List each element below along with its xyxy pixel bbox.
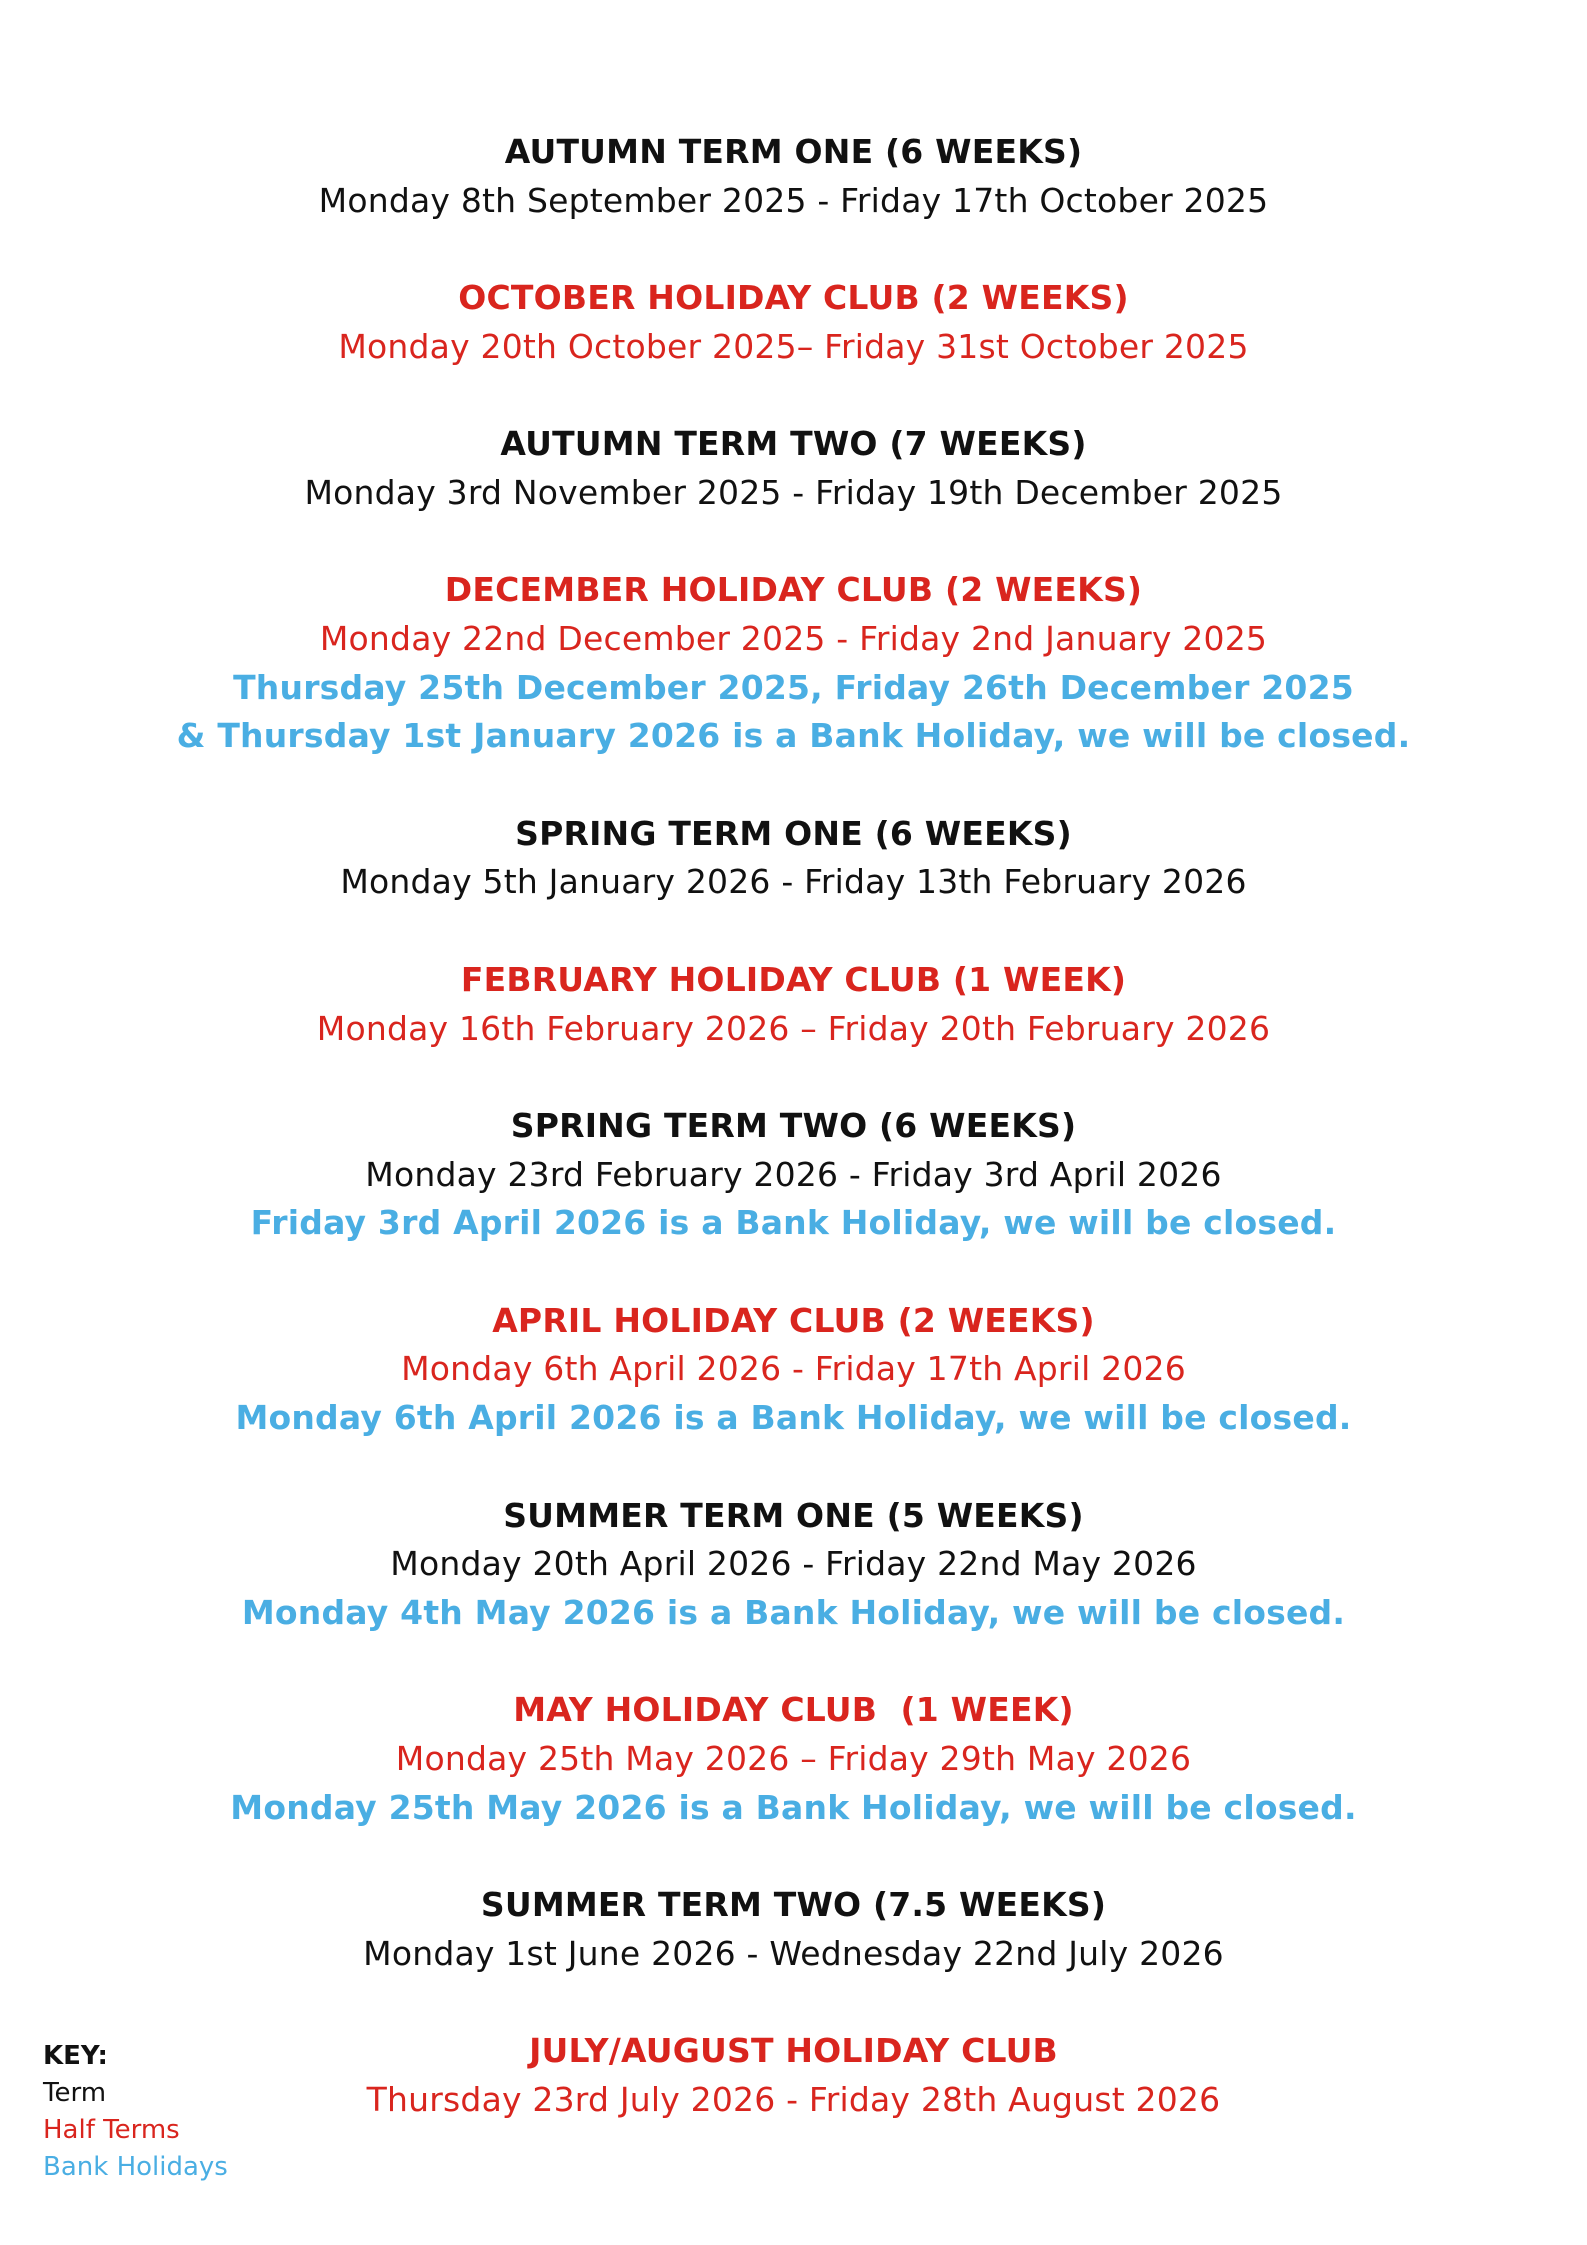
section-dates: Thursday 23rd July 2026 - Friday 28th August 2026 bbox=[366, 2079, 1221, 2119]
bank-holiday-note: Monday 25th May 2026 is a Bank Holiday, we will be closed. bbox=[230, 1787, 1357, 1827]
section-title: MAY HOLIDAY CLUB (1 WEEK) bbox=[513, 1690, 1074, 1730]
section-dates: Monday 20th October 2025– Friday 31st October 2025 bbox=[338, 326, 1249, 366]
schedule-section bbox=[0, 1881, 1587, 1978]
schedule-section bbox=[0, 274, 1587, 371]
schedule-section bbox=[0, 956, 1587, 1053]
section-title: AUTUMN TERM TWO (7 WEEKS) bbox=[500, 424, 1087, 464]
bank-holiday-note: Thursday 25th December 2025, Friday 26th December 2025 bbox=[233, 667, 1354, 707]
section-title: JULY/AUGUST HOLIDAY CLUB bbox=[529, 2031, 1058, 2071]
schedule-section bbox=[0, 810, 1587, 907]
section-dates: Monday 8th September 2025 - Friday 17th October 2025 bbox=[318, 180, 1269, 220]
section-dates: Monday 5th January 2026 - Friday 13th February 2026 bbox=[340, 862, 1247, 902]
section-dates: Monday 1st June 2026 - Wednesday 22nd July 2026 bbox=[363, 1933, 1224, 1973]
schedule-section bbox=[0, 566, 1587, 761]
key-bank-holidays: Bank Holidays bbox=[43, 2152, 228, 2182]
bank-holiday-note: & Thursday 1st January 2026 is a Bank Holiday, we will be closed. bbox=[176, 716, 1411, 756]
schedule-section bbox=[0, 2027, 1587, 2124]
section-dates: Monday 20th April 2026 - Friday 22nd May 2026 bbox=[390, 1544, 1197, 1584]
bank-holiday-note: Monday 6th April 2026 is a Bank Holiday, we will be closed. bbox=[235, 1398, 1352, 1438]
section-title: SPRING TERM ONE (6 WEEKS) bbox=[515, 813, 1072, 853]
section-dates: Monday 25th May 2026 – Friday 29th May 2026 bbox=[395, 1739, 1192, 1779]
bank-holiday-note: Monday 4th May 2026 is a Bank Holiday, we will be closed. bbox=[241, 1592, 1346, 1632]
section-title: OCTOBER HOLIDAY CLUB (2 WEEKS) bbox=[458, 278, 1129, 318]
schedule-section bbox=[0, 420, 1587, 517]
section-dates: Monday 16th February 2026 – Friday 20th February 2026 bbox=[316, 1008, 1271, 1048]
section-title: AUTUMN TERM ONE (6 WEEKS) bbox=[504, 132, 1083, 171]
section-dates: Monday 22nd December 2025 - Friday 2nd January 2025 bbox=[319, 618, 1268, 658]
section-dates: Monday 23rd February 2026 - Friday 3rd April 2026 bbox=[365, 1154, 1222, 1194]
section-title: SUMMER TERM TWO (7.5 WEEKS) bbox=[480, 1885, 1107, 1925]
section-dates: Monday 3rd November 2025 - Friday 19th December 2025 bbox=[304, 472, 1283, 512]
section-title: APRIL HOLIDAY CLUB (2 WEEKS) bbox=[492, 1300, 1095, 1340]
schedule-section bbox=[0, 1102, 1587, 1248]
section-dates: Monday 6th April 2026 - Friday 17th April 2026 bbox=[401, 1349, 1186, 1389]
key-term: Term bbox=[43, 2078, 107, 2108]
key-half-terms: Half Terms bbox=[43, 2115, 180, 2145]
key-title: KEY: bbox=[43, 2041, 108, 2071]
bank-holiday-note: Friday 3rd April 2026 is a Bank Holiday, we will be closed. bbox=[250, 1203, 1337, 1243]
section-title: DECEMBER HOLIDAY CLUB (2 WEEKS) bbox=[444, 570, 1143, 610]
term-schedule bbox=[0, 128, 1587, 2173]
schedule-section bbox=[0, 1492, 1587, 1638]
section-title: SUMMER TERM ONE (5 WEEKS) bbox=[503, 1495, 1084, 1535]
color-key bbox=[43, 2038, 228, 2186]
section-title: FEBRUARY HOLIDAY CLUB (1 WEEK) bbox=[460, 959, 1127, 999]
schedule-section bbox=[0, 1297, 1587, 1443]
section-title: SPRING TERM TWO (6 WEEKS) bbox=[510, 1105, 1077, 1145]
schedule-section bbox=[0, 1686, 1587, 1832]
schedule-section bbox=[0, 128, 1587, 225]
